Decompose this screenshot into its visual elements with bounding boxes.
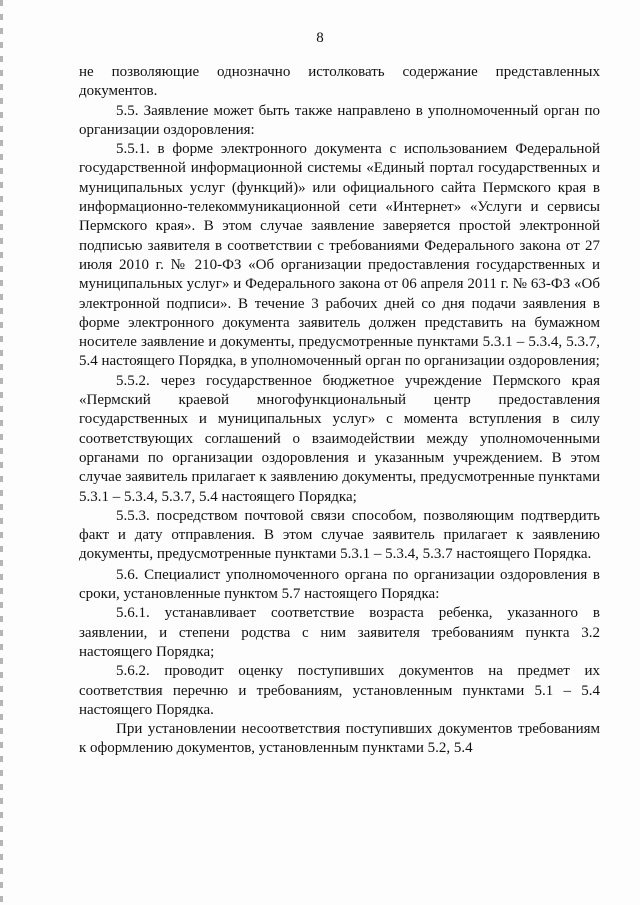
paragraph-5-5-3: 5.5.3. посредством почтовой связи способом, позволяющим подтвердить факт и дату отправления. В этом случае заявитель прилагает к заявлению документы, предусмотренные пунктами 5.3.1 – 5.3.4, 5.3.7 настоящего Порядка. (79, 507, 600, 563)
paragraph-5-6-2: 5.6.2. проводит оценку поступивших документов на предмет их соответствия перечню и требованиям, установленным пунктами 5.1 – 5.4 настоящего Порядка. (79, 663, 600, 718)
paragraph-continuation: не позволяющие однозначно истолковать содержание представленных документов. (79, 64, 600, 100)
scan-edge-artifact (0, 0, 3, 905)
paragraph-5-5-2: 5.5.2. через государственное бюджетное учреждение Пермского края «Пермский краевой многофункциональный центр предоставления государственных и муниципальных услуг» с момента вступления в силу соответствующих соглашений о взаимодействии между уполномоченными органами по организации оздоровления и указанным учреждением. В этом случае заявитель прилагает к заявлению документы, предусмотренные пунктами 5.3.1 – 5.3.4, 5.3.7, 5.4 настоящего Порядка; (79, 372, 600, 505)
paragraph-5-5: 5.5. Заявление может быть также направлено в уполномоченный орган по организации оздоровления: (79, 102, 600, 138)
page-number: 8 (316, 30, 324, 46)
paragraph-5-6: 5.6. Специалист уполномоченного органа по организации оздоровления в сроки, установленные пунктом 5.7 настоящего Порядка: (79, 566, 600, 603)
paragraph-5-5-1: 5.5.1. в форме электронного документа с использованием Федеральной государственной информационной системы «Единый портал государственных и муниципальных услуг (функций)» или официального сайта Пермского края в информационно-телекоммуникационной сети «Интернет» «Услуги и сервисы Пермского края». В этом случае заявление заверяется простой электронной подписью заявителя в соответствии с требованиями Федерального закона от 27 июля 2010 г. № 210-ФЗ «Об организации предоставления государственных и муниципальных услуг» и Федерального закона от 06 апреля 2011 г. № 63-ФЗ «Об электронной подписи». В течение 3 рабочих дней со дня подачи заявления в форме электронного документа заявитель должен представить на бумажном носителе заявление и документы, предусмотренные пунктами 5.3.1 – 5.3.4, 5.3.7, 5.4 настоящего Порядка, в уполномоченный орган по организации оздоровления; (79, 141, 600, 370)
paragraph-5-6-1: 5.6.1. устанавливает соответствие возраста ребенка, указанного в заявлении, и степени родства с ним заявителя требованиям пункта 3.2 настоящего Порядка; (79, 605, 600, 660)
paragraph-nonconformity: При установлении несоответствия поступивших документов требованиям к оформлению документов, установленным пунктами 5.2, 5.4 (79, 721, 600, 757)
document-body (79, 63, 600, 759)
